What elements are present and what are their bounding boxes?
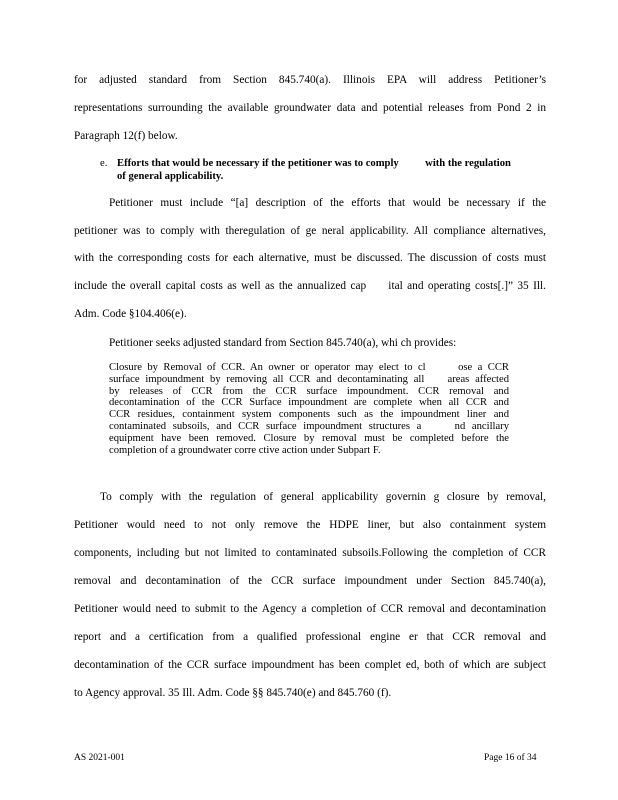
- section-heading: [100, 157, 540, 183]
- para1-line-3: Paragraph 12(f) below.: [74, 130, 178, 142]
- quote-line-1: Closure by Removal of CCR. An owner or operator may elect to cl ose a CCR: [109, 362, 509, 373]
- para3-text: Petitioner seeks adjusted standard from Section 845.740(a), whi ch provides:: [109, 337, 457, 349]
- quote-line-4: decontamination of the CCR Surface impoundment are complete when all CCR and: [109, 397, 509, 409]
- para4-line-5: Petitioner would need to submit to the Agency a completion of CCR removal and decontamination: [74, 603, 546, 615]
- block-quote: [109, 362, 509, 456]
- quote-line-2: surface impoundment by removing all CCR and decontaminating all areas affected: [109, 373, 509, 385]
- para2-line-5: Adm. Code §104.406(e).: [74, 308, 187, 320]
- quote-line-8: completion of a groundwater corre ctive action under Subpart F.: [109, 444, 381, 456]
- para4-line-2: Petitioner would need to not only remove the HDPE liner, but also containment system: [74, 519, 546, 531]
- quote-line-3: by releases of CCR from the CCR surface impoundment. CCR removal and: [109, 385, 509, 397]
- heading-letter: e.: [100, 158, 108, 169]
- quote-line-5: CCR residues, containment system components such as the impoundment liner and: [109, 409, 509, 421]
- para4-line-8: to Agency approval. 35 Ill. Adm. Code §§ 845.740(e) and 845.760 (f).: [74, 687, 392, 699]
- para2-line-3: with the corresponding costs for each alternative, must be discussed. The discussion of costs must: [74, 252, 546, 264]
- para4-line-6: report and a certification from a qualified professional engine er that CCR removal and: [74, 631, 546, 643]
- quote-line-6: contaminated subsoils, and CCR surface impoundment structures a nd ancillary: [109, 420, 509, 432]
- para1-line-2: representations surrounding the available groundwater data and potential releases from Pond 2 in: [74, 102, 546, 114]
- heading-line-1: Efforts that would be necessary if the petitioner was to comply with the regulation: [117, 158, 511, 169]
- para4-line-4: removal and decontamination of the CCR surface impoundment under Section 845.740(a),: [74, 575, 546, 587]
- para4-line-7: decontamination of the CCR surface impoundment has been complet ed, both of which are subject: [74, 659, 546, 671]
- para1-line-1: for adjusted standard from Section 845.740(a). Illinois EPA will address Petitioner’s: [74, 74, 546, 86]
- para4-line-3: components, including but not limited to contaminated subsoils.Following the completion of CCR: [74, 547, 546, 559]
- quote-line-7: equipment have been removed. Closure by removal must be completed before the: [109, 432, 509, 444]
- para2-line-4: include the overall capital costs as well as the annualized cap ital and operating costs[.]” 35 Ill.: [74, 280, 546, 292]
- footer-docket-number: AS 2021-001: [74, 753, 125, 763]
- para4-line-1: To comply with the regulation of general applicability governin g closure by removal,: [100, 491, 546, 503]
- para2-line-2: petitioner was to comply with theregulation of ge neral applicability. All compliance alternatives,: [74, 225, 546, 237]
- heading-line-2: of general applicability.: [117, 171, 224, 182]
- footer-page-number: Page 16 of 34: [484, 753, 537, 763]
- para2-line-1: Petitioner must include “[a] description of the efforts that would be necessary if the: [109, 197, 546, 209]
